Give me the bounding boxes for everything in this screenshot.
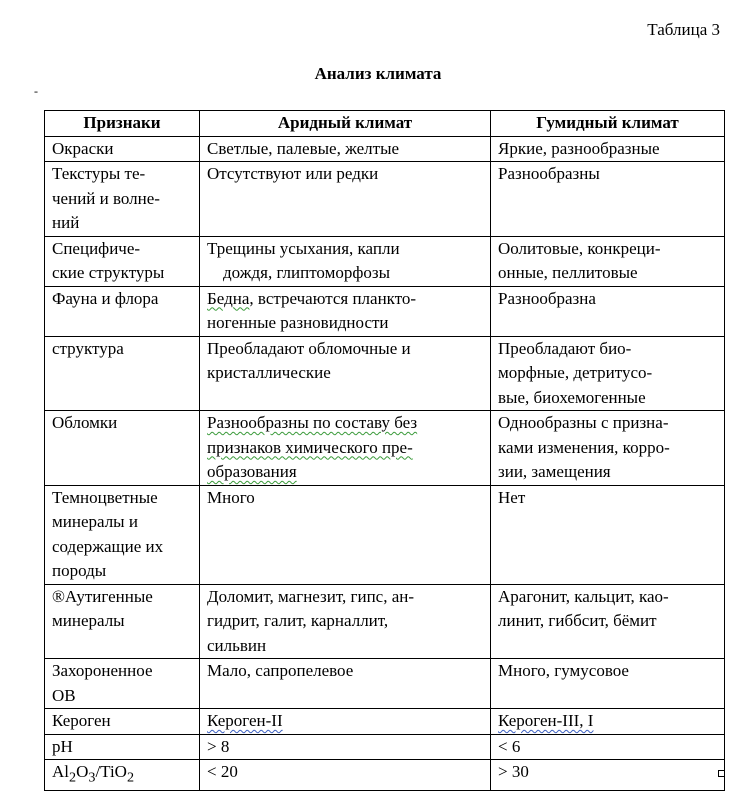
formula-part: Al [52,762,69,781]
row-label: pH [45,734,200,760]
arid-cell-line: дождя, глиптоморфозы [223,263,391,282]
arid-cell: Много [200,485,491,584]
row-label [45,760,200,791]
row-label: Обломки [45,411,200,486]
table-row [45,485,725,584]
row-label: Фауна и флора [45,286,200,336]
humid-cell: Много, гумусовое [491,659,725,709]
table-row [45,411,725,486]
table-row [45,162,725,237]
table-number: Таблица 3 [647,20,720,39]
row-label: ®Аутигенные минералы [45,584,200,659]
header-humid: Гумидный климат [491,111,725,137]
humid-cell: Оолитовые, конкреци- онные, пеллитовые [491,236,725,286]
humid-cell: Разнообразны [491,162,725,237]
table-row [45,734,725,760]
formula-subscript: 3 [88,769,96,786]
table-row [45,760,725,791]
row-label: Специфиче- ские структуры [45,236,200,286]
humid-cell: < 6 [491,734,725,760]
row-label: Текстуры те- чений и волне- ний [45,162,200,237]
table-row [45,336,725,411]
arid-cell: Светлые, палевые, желтые [200,136,491,162]
row-label: Темноцветные минералы и содержащие их породы [45,485,200,584]
arid-cell: Мало, сапропелевое [200,659,491,709]
humid-cell [491,709,725,735]
humid-cell: Арагонит, кальцит, као- линит, гиббсит, бёмит [491,584,725,659]
arid-cell: Преобладают обломочные и кристаллические [200,336,491,411]
table-row [45,709,725,735]
arid-cell: Разнообразны по составу без признаков химического пре- образования [200,411,491,486]
margin-marker: - [34,84,38,98]
humid-cell: Разнообразна [491,286,725,336]
formula-part: O [76,762,89,781]
table-row [45,286,725,336]
humid-cell: Яркие, разнообразные [491,136,725,162]
table-resize-handle[interactable] [718,770,725,777]
humid-cell: Нет [491,485,725,584]
arid-cell-text: , встречаются планкто- ногенные разновидности [207,288,417,332]
row-label: структура [45,336,200,411]
arid-cell [200,709,491,735]
formula-subscript: 2 [126,769,135,786]
humid-cell: Преобладают био- морфные, детритусо- вые, биохемогенные [491,336,725,411]
humid-cell-text: Кероген-III, I [498,711,594,730]
table-row [45,659,725,709]
humid-cell: Однообразны с призна- ками изменения, корро- зии, замещения [491,411,725,486]
arid-cell [200,236,491,286]
table-row [45,236,725,286]
table-header-row [45,111,725,137]
formula-part: /TiO [95,762,127,781]
row-label: Кероген [45,709,200,735]
formula-subscript: 2 [69,769,77,786]
row-label: Окраски [45,136,200,162]
row-label: Захороненное ОВ [45,659,200,709]
arid-cell: < 20 [200,760,491,791]
climate-analysis-table [44,110,725,791]
arid-cell-text: Кероген-II [207,711,283,730]
arid-cell [200,286,491,336]
arid-cell: Отсутствуют или редки [200,162,491,237]
table-row [45,584,725,659]
humid-cell: > 30 [491,760,725,791]
header-features: Признаки [45,111,200,137]
arid-cell-line: Трещины усыхания, капли [207,238,400,258]
table-row [45,136,725,162]
arid-cell: > 8 [200,734,491,760]
header-arid: Аридный климат [200,111,491,137]
table-title: Анализ климата [314,64,442,83]
spellcheck-word: Бедна [207,288,250,308]
arid-cell: Доломит, магнезит, гипс, ан- гидрит, галит, карналлит, сильвин [200,584,491,659]
